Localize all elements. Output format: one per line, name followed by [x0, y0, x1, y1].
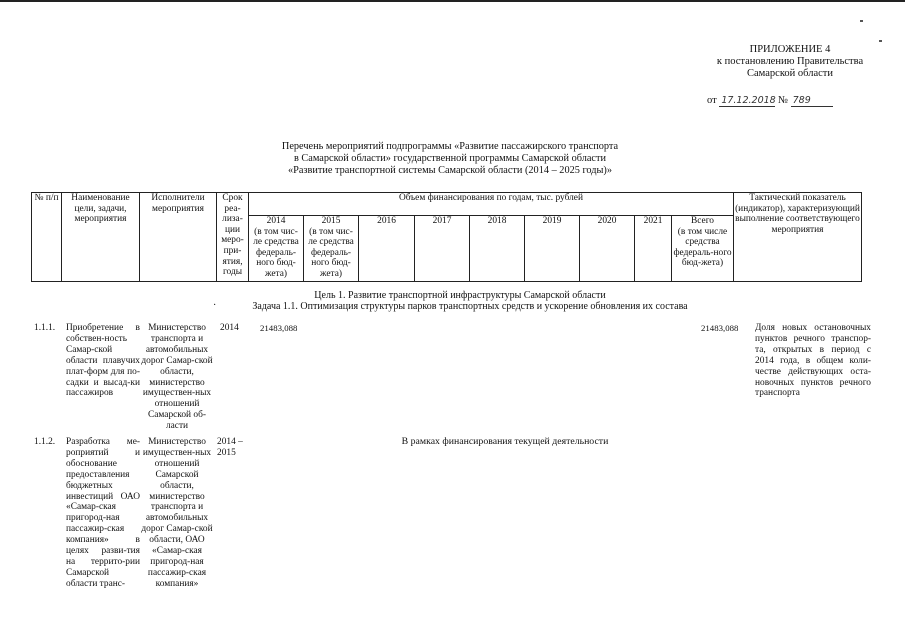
document-title [230, 141, 670, 177]
number-prefix: № [777, 95, 788, 106]
header-number: № п/п [32, 193, 62, 282]
row-2-term: 2014 – 2015 [217, 437, 243, 458]
appendix-title: ПРИЛОЖЕНИЕ 4 [749, 44, 831, 55]
row-1-executors: Министерство транспорта и автомобильных дорог Самар-ской области, министерство имуществен-ных отношений Самарской об-ласти [141, 323, 213, 432]
title-line-2: в Самарской области» государственной программы Самарской области [293, 153, 606, 164]
row-1-total: 21483,088 [701, 323, 739, 333]
appendix-block [690, 44, 890, 80]
date-prefix: от [707, 95, 717, 106]
header-year-2019: 2019 [525, 216, 580, 282]
decree-number: 789 [791, 95, 833, 107]
goal-heading: Цель 1. Развитие транспортной инфраструктуры Самарской области [314, 290, 606, 301]
task-heading: Задача 1.1. Оптимизация структуры парков транспортных средств и ускорение обновления их состава [252, 301, 688, 312]
decree-date: 17.12.2018 [721, 95, 776, 106]
header-year-2020: 2020 [580, 216, 635, 282]
header-funding: Объем финансирования по годам, тыс. рублей [249, 193, 734, 216]
row-1-term: 2014 [220, 323, 239, 333]
header-indicator: Тактический показатель (индикатор), характеризующий выполнение соответствующего мероприятия [734, 193, 862, 282]
top-border-line [0, 0, 905, 2]
header-executors: Исполнители мероприятия [140, 193, 217, 282]
title-line-1: Перечень мероприятий подпрограммы «Развитие пассажирского транспорта [281, 141, 619, 152]
header-year-2017: 2017 [415, 216, 470, 282]
row-2-number: 1.1.2. [34, 437, 56, 447]
header-year-2016: 2016 [359, 216, 415, 282]
header-term: Срок реа-лиза-ции меро-при-ятия, годы [217, 193, 249, 282]
row-2-funding-note: В рамках финансирования текущей деятельности [401, 436, 609, 447]
header-year-2015: 2015 (в том чис-ле средства федераль-ного бюд-жета) [304, 216, 359, 282]
header-year-2018: 2018 [470, 216, 525, 282]
row-2-name: Разработка ме-роприятий и обоснование предоставления бюджетных инвестиций ОАО «Самар-ская пригород-ная пассажир-ская компания» в целях разви-тия на террито-рии Самарской области транс- [66, 437, 140, 589]
row-1-indicator: Доля новых остановочных пунктов речного транспор-та, открытых в период с 2014 года, в общем коли-честве действующих оста-новочных пунктов речного транспорта [755, 323, 871, 399]
row-1-number: 1.1.1. [34, 323, 56, 333]
row-1-name: Приобретение в собствен-ность Самар-ской области плавучих плат-форм для по-садки и высад-ки пассажиров [66, 323, 140, 399]
header-name: Наименование цели, задачи, мероприятия [62, 193, 140, 282]
row-2-executors: Министерство имуществен-ных отношений Самарской области, министерство транспорта и автомобильных дорог Самар-ской области, ОАО «Самар-ская пригород-ная пассажир-ская компания» [141, 437, 213, 589]
scan-speck [879, 40, 882, 42]
scan-speck [860, 20, 863, 22]
header-year-2014: 2014 (в том чис-ле средства федераль-ного бюд-жета) [249, 216, 304, 282]
table-header [31, 192, 862, 282]
header-year-2021: 2021 [635, 216, 672, 282]
row-1-value-2014: 21483,088 [260, 323, 298, 333]
appendix-decree-line: к постановлению Правительства [716, 56, 864, 67]
header-total: Всего (в том числе средства федераль-ного бюд-жета) [672, 216, 734, 282]
decree-date-line [707, 95, 833, 107]
task-bullet: · [213, 300, 217, 311]
title-line-3: «Развитие транспортной системы Самарской области (2014 – 2025 годы)» [287, 165, 613, 176]
appendix-region-line: Самарской области [747, 68, 833, 79]
